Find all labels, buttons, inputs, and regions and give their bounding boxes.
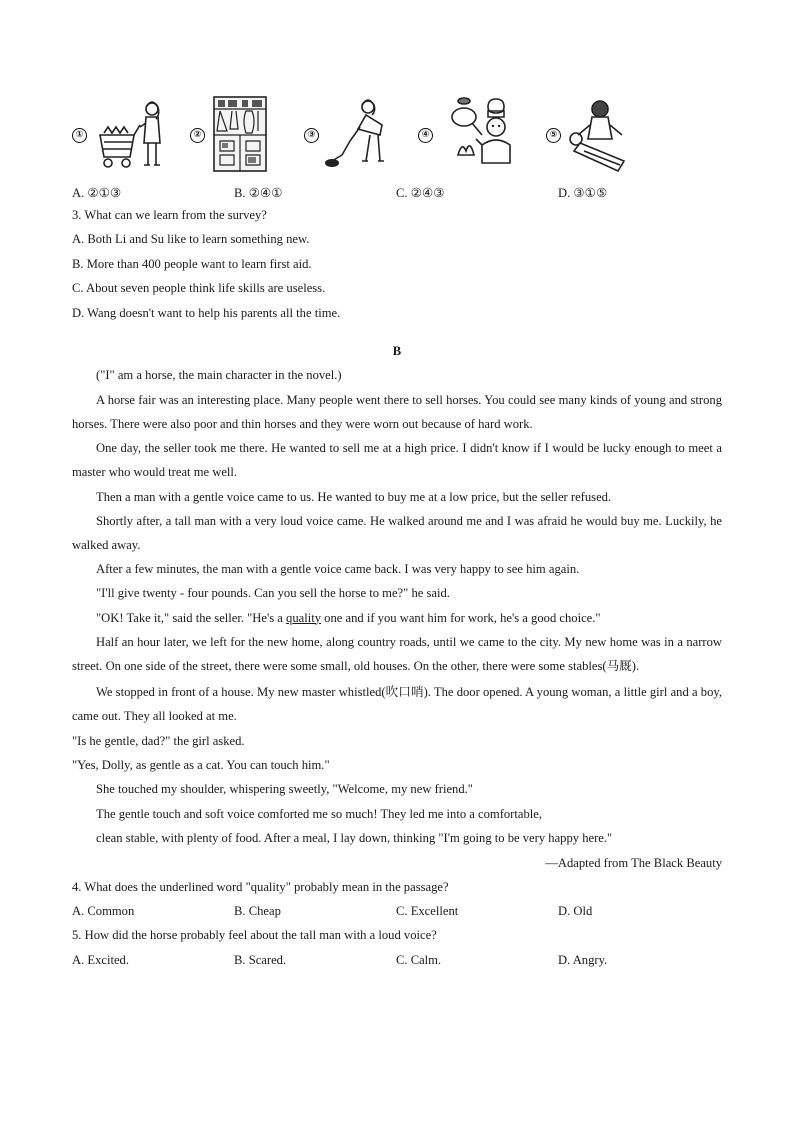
q5-options <box>72 948 722 972</box>
q3-option-a[interactable]: A. Both Li and Su like to learn something new. <box>72 232 310 247</box>
passage-paragraph-7 <box>72 606 722 630</box>
passage-paragraph-6: "I'll give twenty - four pounds. Can you sell the horse to me?" he said. <box>96 586 450 601</box>
passage-paragraph-9: We stopped in front of a house. My new master whistled(吹口哨). The door opened. A young woman, a little girl and a boy, came out. They all looked at me. <box>72 685 722 724</box>
passage-paragraph-1: A horse fair was an interesting place. Many people went there to sell horses. You could see many kinds of young and strong horses. There were also poor and thin horses and they were worn out because of hard work. <box>72 392 722 431</box>
passage-paragraph-8: Half an hour later, we left for the new home, along country roads, until we came to the city. My new home was in a narrow street. On one side of the street, there were some small, old houses. On the other, there were some stables(马厩). <box>72 634 722 673</box>
q4-options <box>72 899 722 923</box>
q4-option-a[interactable]: A. Common <box>72 904 135 919</box>
q2-option-b[interactable]: B. ②④① <box>234 186 283 200</box>
passage-paragraph-10: "Is he gentle, dad?" the girl asked. <box>72 733 245 748</box>
passage-paragraph-5: After a few minutes, the man with a gentle voice came back. I was very happy to see him again. <box>96 562 580 577</box>
passage-paragraph-14: clean stable, with plenty of food. After a meal, I lay down, thinking "I'm going to be very happy here." <box>96 831 613 846</box>
paragraph-7-end: one and if you want him for work, he's a good choice." <box>321 610 601 625</box>
passage-source: —Adapted from The Black Beauty <box>545 855 722 870</box>
shopping-cart-girl-icon <box>94 95 174 175</box>
girl-sweeping-icon <box>322 95 392 175</box>
wardrobe-clothes-icon <box>212 95 268 175</box>
underlined-word-quality: quality <box>286 610 322 625</box>
boy-cooking-pan-icon <box>442 95 514 175</box>
passage-intro: ("I" am a horse, the main character in the novel.) <box>96 368 342 383</box>
q2-option-d[interactable]: D. ③①⑤ <box>558 186 608 200</box>
q5-option-a[interactable]: A. Excited. <box>72 952 130 967</box>
q5-question: 5. How did the horse probably feel about the tall man with a loud voice? <box>72 928 437 943</box>
q3-question: 3. What can we learn from the survey? <box>72 208 267 222</box>
picture-number: ① <box>72 128 87 143</box>
q2-option-a[interactable]: A. ②①③ <box>72 186 122 200</box>
first-aid-helping-icon <box>564 95 636 175</box>
q4-option-d[interactable]: D. Old <box>558 904 593 919</box>
exam-page <box>72 95 722 972</box>
q3-option-c[interactable]: C. About seven people think life skills are useless. <box>72 281 326 296</box>
q3-option-d[interactable]: D. Wang doesn't want to help his parents all the time. <box>72 305 341 320</box>
picture-number: ② <box>190 128 205 143</box>
q4-question: 4. What does the underlined word "quality" probably mean in the passage? <box>72 879 449 894</box>
q5-option-b[interactable]: B. Scared. <box>234 952 287 967</box>
q3-option-b[interactable]: B. More than 400 people want to learn first aid. <box>72 256 312 271</box>
picture-number: ③ <box>304 128 319 143</box>
passage-paragraph-13: The gentle touch and soft voice comforted me so much! They led me into a comfortable, <box>96 806 543 821</box>
passage-paragraph-12: She touched my shoulder, whispering sweetly, "Welcome, my new friend." <box>96 782 473 797</box>
q2-options <box>72 183 722 203</box>
paragraph-7-start: "OK! Take it," said the seller. "He's a <box>96 610 287 625</box>
passage-paragraph-4: Shortly after, a tall man with a very loud voice came. He walked around me and I was afraid he would buy me. Luckily, he walked away. <box>72 513 722 552</box>
q2-option-c[interactable]: C. ②④③ <box>396 186 445 200</box>
picture-number: ⑤ <box>546 128 561 143</box>
q4-option-c[interactable]: C. Excellent <box>396 904 459 919</box>
q4-option-b[interactable]: B. Cheap <box>234 904 281 919</box>
passage-paragraph-2: One day, the seller took me there. He wanted to sell me at a high price. I didn't know if I would be lucky enough to meet a master who would treat me well. <box>72 441 722 480</box>
passage-paragraph-11: "Yes, Dolly, as gentle as a cat. You can touch him." <box>72 757 330 772</box>
passage-label: B <box>392 343 402 358</box>
passage-paragraph-3: Then a man with a gentle voice came to us. He wanted to buy me at a low price, but the seller refused. <box>96 489 612 504</box>
q2-pictures <box>72 95 722 177</box>
q5-option-c[interactable]: C. Calm. <box>396 952 442 967</box>
picture-number: ④ <box>418 128 433 143</box>
q5-option-d[interactable]: D. Angry. <box>558 952 608 967</box>
